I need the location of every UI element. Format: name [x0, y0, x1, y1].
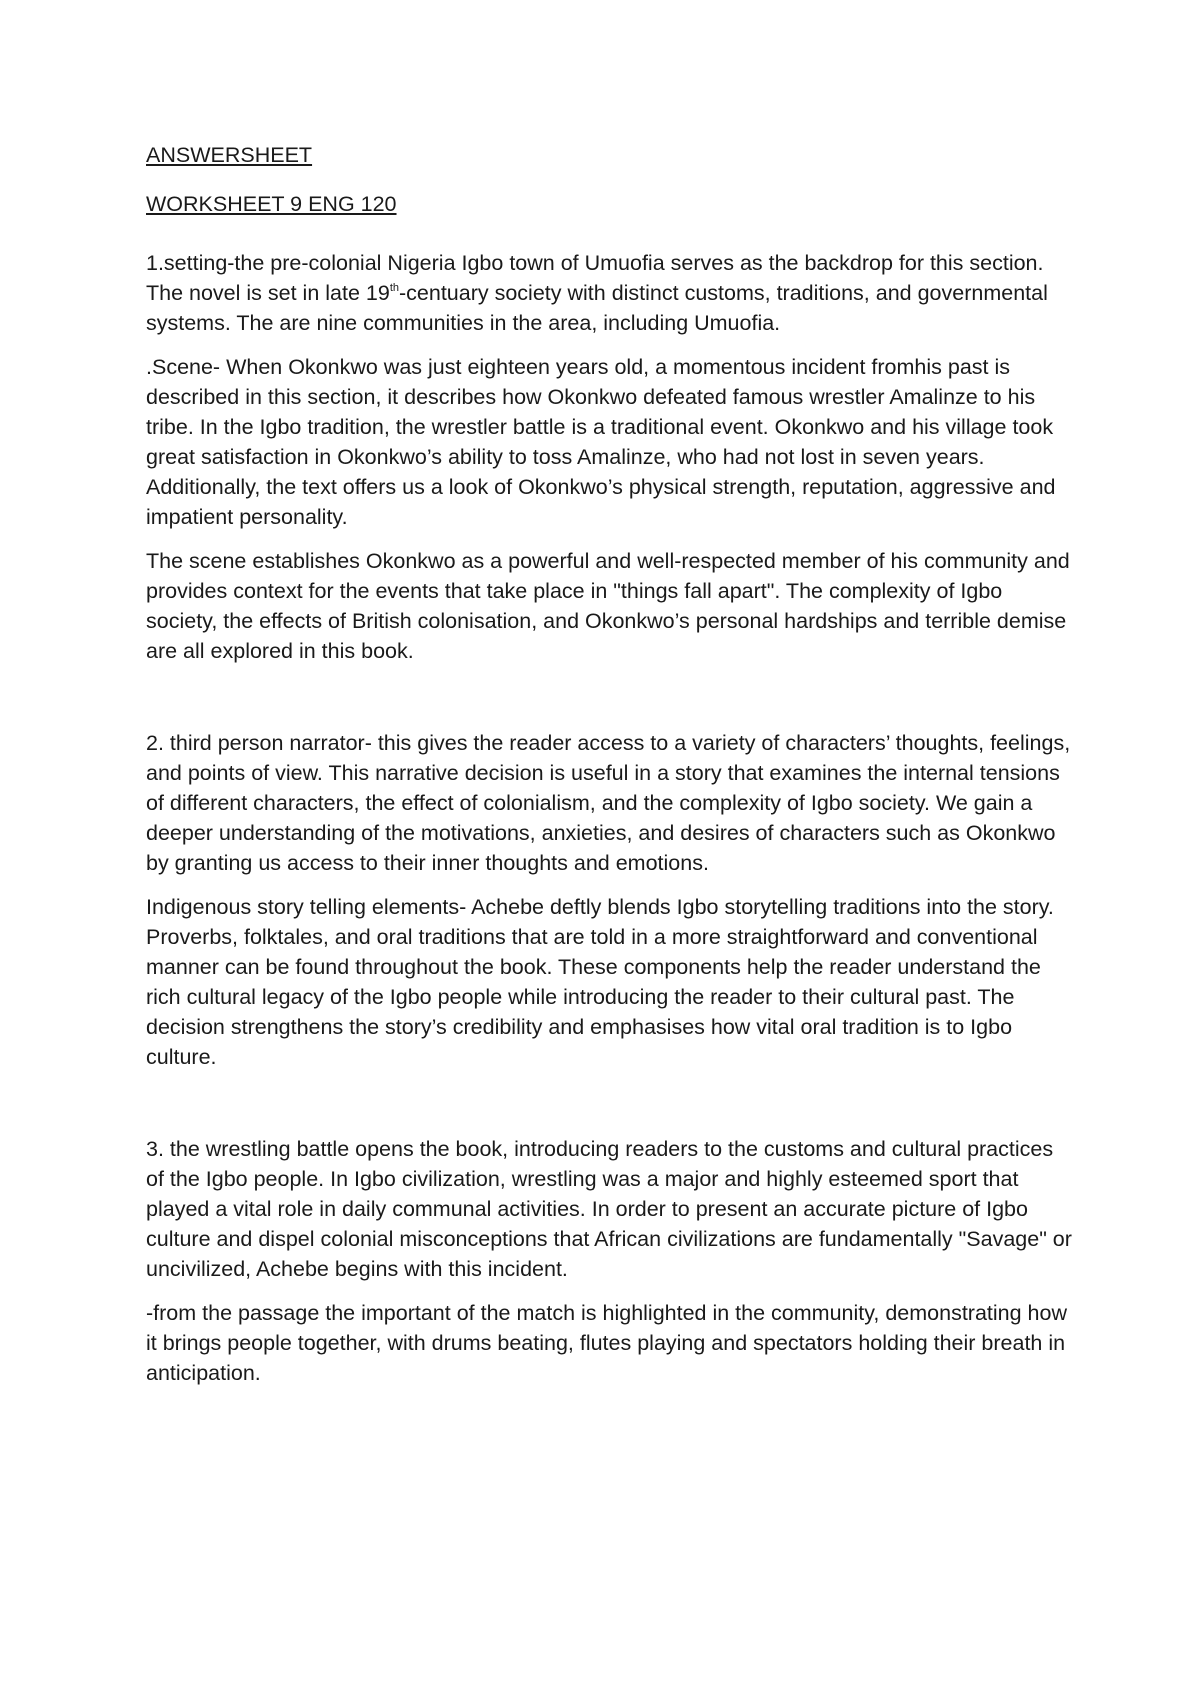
- document-title: ANSWERSHEET: [146, 143, 313, 167]
- answer-1-scene: .Scene- When Okonkwo was just eighteen years old, a momentous incident fromhis past is described in this section, it describes how Okonkwo defeated famous wrestler Amalinze to his tribe. In the Igbo tradition, the wrestler battle is a traditional event. Okonkwo and his village took great satisfaction in Okonkwo’s ability to toss Amalinze, who had not lost in seven years. Additionally, the text offers us a look of Okonkwo’s physical strength, reputation, aggressive and impatient personality.: [146, 355, 1056, 529]
- answer-3-passage: -from the passage the important of the match is highlighted in the community, demonstrating how it brings people together, with drums beating, flutes playing and spectators holding their breath in anticipation.: [146, 1301, 1067, 1385]
- answer-1-setting: [146, 248, 1076, 338]
- answer-section-3: [146, 1134, 1076, 1388]
- document-subtitle: WORKSHEET 9 ENG 120: [146, 192, 397, 216]
- answer-section-2: [146, 728, 1076, 1072]
- answer-1-setting-text-a: 1.setting-the pre-colonial Nigeria Igbo town of Umuofia serves as the backdrop for this section. The novel is set in late 19: [146, 251, 1044, 305]
- answer-2-storytelling: Indigenous story telling elements- Achebe deftly blends Igbo storytelling traditions into the story. Proverbs, folktales, and oral traditions that are told in a more straightforward and conventional manner can be found throughout the book. These components help the reader understand the rich cultural legacy of the Igbo people while introducing the reader to their cultural past. The decision strengthens the story’s credibility and emphasises how vital oral tradition is to Igbo culture.: [146, 895, 1054, 1069]
- section-spacer: [146, 1086, 1076, 1134]
- document-body: [146, 140, 1076, 1402]
- section-spacer: [146, 680, 1076, 728]
- answer-3-wrestling: 3. the wrestling battle opens the book, introducing readers to the customs and cultural practices of the Igbo people. In Igbo civilization, wrestling was a major and highly esteemed sport that played a vital role in daily communal activities. In order to present an accurate picture of Igbo culture and dispel colonial misconceptions that African civilizations are fundamentally "Savage" or uncivilized, Achebe begins with this incident.: [146, 1137, 1072, 1281]
- answer-section-1: [146, 248, 1076, 666]
- ordinal-superscript: th: [389, 281, 399, 294]
- answer-1-setting-text-b: -centuary society with distinct customs, traditions, and governmental systems. The are nine communities in the area, including Umuofia.: [146, 281, 1048, 335]
- answer-2-narrator: 2. third person narrator- this gives the reader access to a variety of characters’ thoughts, feelings, and points of view. This narrative decision is useful in a story that examines the internal tensions of different characters, the effect of colonialism, and the complexity of Igbo society. We gain a deeper understanding of the motivations, anxieties, and desires of characters such as Okonkwo by granting us access to their inner thoughts and emotions.: [146, 731, 1071, 875]
- answer-1-summary: The scene establishes Okonkwo as a powerful and well-respected member of his community and provides context for the events that take place in "things fall apart". The complexity of Igbo society, the effects of British colonisation, and Okonkwo’s personal hardships and terrible demise are all explored in this book.: [146, 549, 1070, 663]
